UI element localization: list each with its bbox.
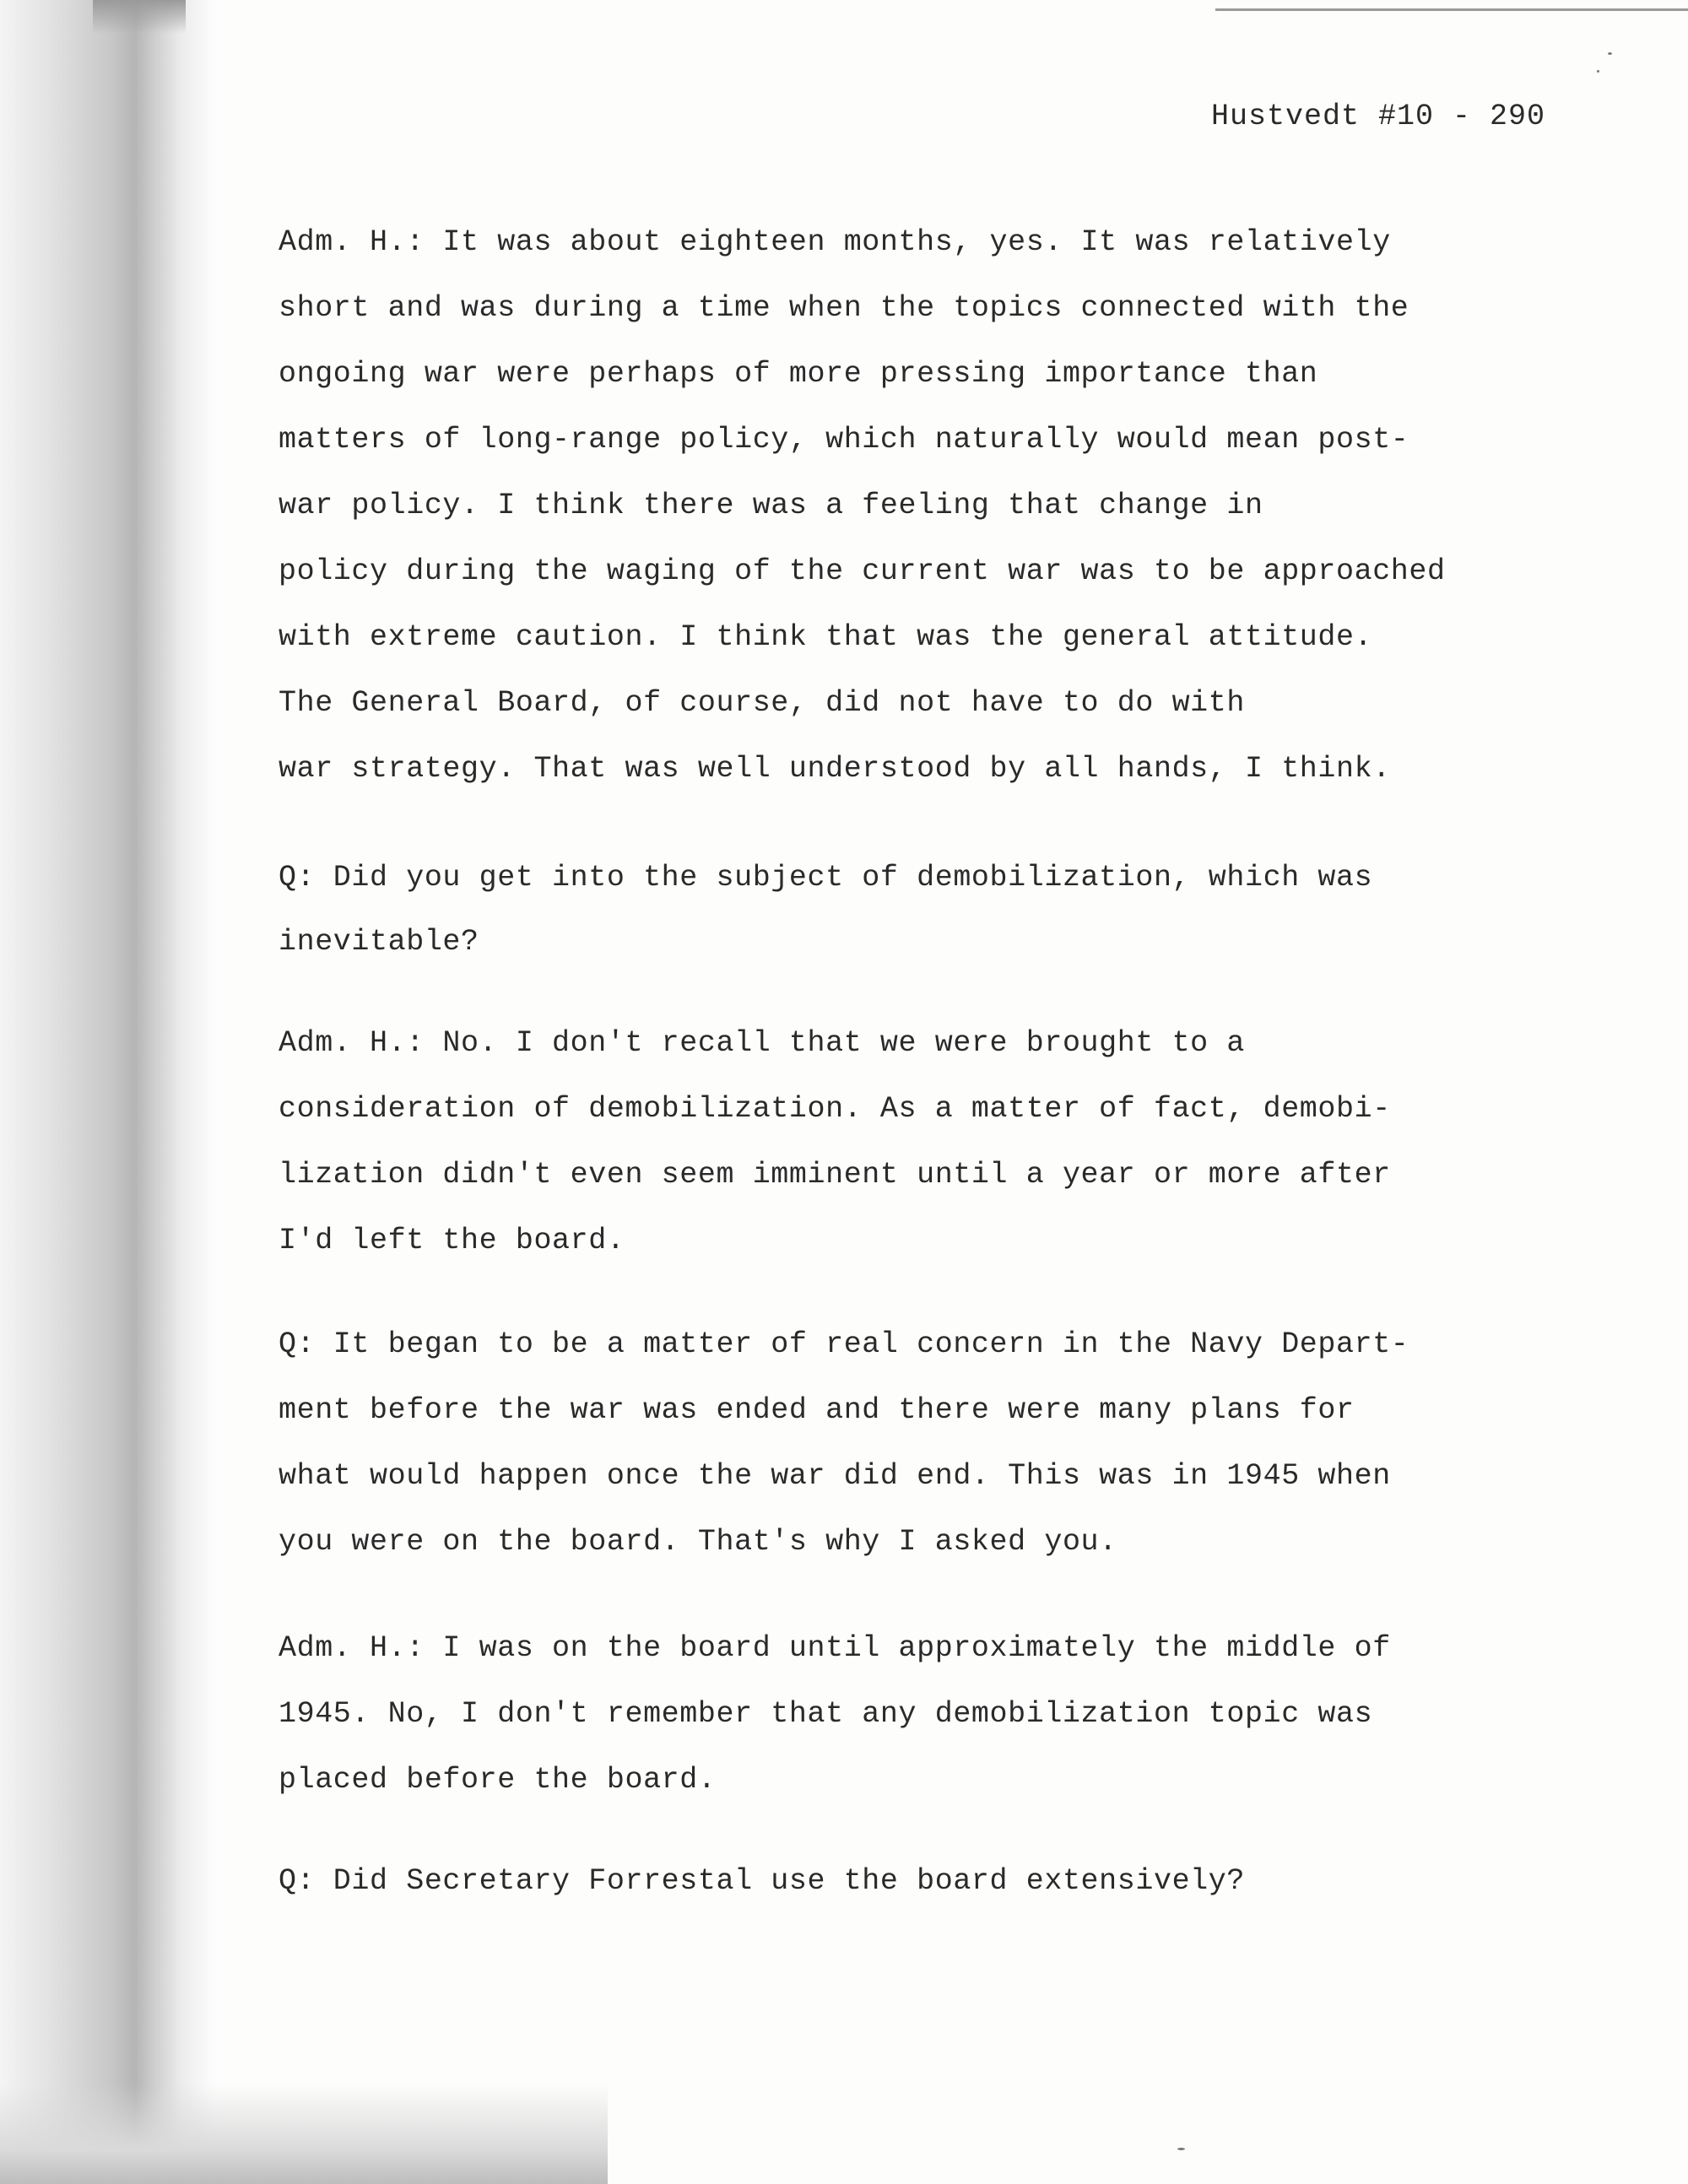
text-line: you were on the board. That's why I asked you. — [279, 1525, 1117, 1559]
text-line: Adm. H.: It was about eighteen months, yes. It was relatively — [279, 225, 1391, 259]
bottom-edge-shadow — [0, 2084, 608, 2184]
text-line: ment before the war was ended and there were many plans for — [279, 1393, 1355, 1427]
text-line: lization didn't even seem imminent until a year or more after — [279, 1158, 1391, 1192]
top-edge-rule — [1215, 8, 1688, 11]
text-line: matters of long-range policy, which naturally would mean post- — [279, 423, 1409, 457]
text-line: Q: It began to be a matter of real concern in the Navy Depart- — [279, 1327, 1409, 1361]
text-line: what would happen once the war did end. This was in 1945 when — [279, 1459, 1391, 1493]
text-line: consideration of demobilization. As a matter of fact, demobi- — [279, 1092, 1391, 1126]
text-line: Adm. H.: No. I don't recall that we were brought to a — [279, 1026, 1245, 1060]
question-block — [279, 1848, 1595, 1914]
answer-block — [279, 1010, 1595, 1273]
text-line: placed before the board. — [279, 1763, 717, 1797]
text-line: war strategy. That was well understood by all hands, I think. — [279, 752, 1391, 786]
text-line: inevitable? — [279, 925, 479, 959]
text-line: with extreme caution. I think that was the general attitude. — [279, 620, 1373, 654]
text-line: ongoing war were perhaps of more pressing importance than — [279, 357, 1318, 391]
text-line: Q: Did Secretary Forrestal use the board extensively? — [279, 1864, 1245, 1898]
answer-block — [279, 209, 1595, 802]
text-line: war policy. I think there was a feeling that change in — [279, 489, 1263, 522]
text-line: short and was during a time when the topics connected with the — [279, 291, 1409, 325]
text-line: policy during the waging of the current war was to be approached — [279, 554, 1446, 588]
binding-shadow — [0, 0, 219, 2184]
question-block — [279, 846, 1595, 974]
scan-speck — [1608, 52, 1612, 55]
text-line: 1945. No, I don't remember that any demobilization topic was — [279, 1697, 1373, 1731]
scan-speck — [1597, 70, 1599, 73]
text-line: Adm. H.: I was on the board until approximately the middle of — [279, 1631, 1391, 1665]
scan-speck — [1177, 2148, 1185, 2150]
binding-top-shadow — [93, 0, 186, 34]
text-line: I'd left the board. — [279, 1224, 625, 1257]
answer-block — [279, 1615, 1595, 1813]
page-header: Hustvedt #10 - 290 — [1211, 100, 1546, 133]
text-line: Q: Did you get into the subject of demobilization, which was — [279, 861, 1373, 895]
question-block — [279, 1311, 1595, 1575]
text-line: The General Board, of course, did not have to do with — [279, 686, 1245, 720]
